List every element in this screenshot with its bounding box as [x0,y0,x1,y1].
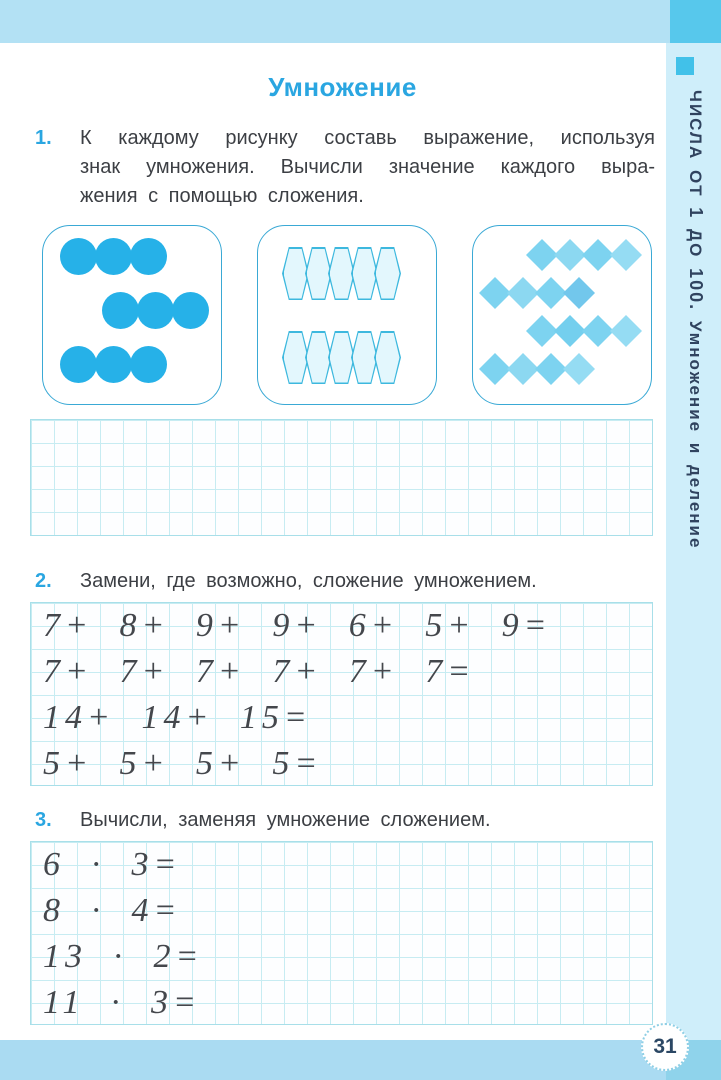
top-strip [0,0,672,43]
diamond-icon [610,315,642,347]
circle-icon [102,292,139,329]
task-2-expression-3: 14+ 14+ 15= [43,699,312,736]
task-2-expression-2: 7+ 7+ 7+ 7+ 7+ 7= [43,653,476,690]
diamond-icon [582,315,614,347]
sidebar-number-1: 1 [686,207,706,220]
circle-icon [130,346,167,383]
picture-box-diamonds [472,225,652,405]
circle-icon [137,292,174,329]
shape-row [473,239,651,271]
diamond-icon [554,239,586,271]
hexagon-icon [374,247,401,300]
circle-icon [172,292,209,329]
task-1-pictures [42,225,652,405]
sidebar-mid: ДО [686,229,705,259]
diamond-icon [535,277,567,309]
task-3-text: Вычисли, заменяя умножение сложением. [80,809,491,831]
task-2-number: 2. [35,570,52,592]
task-1-line-2: знак умножения. Вычисли значение каждого выра- [80,156,655,178]
square-bullet-icon [676,57,694,75]
sidebar-suffix: Умножение и деление [686,320,705,550]
diamond-icon [554,315,586,347]
circle-icon [60,238,97,275]
hexagon-icon [328,331,355,384]
task-1-line-3: жения с помощью сложения. [80,185,364,207]
diamond-icon [507,353,539,385]
shape-row [473,277,651,309]
diamond-icon [526,315,558,347]
page-content [30,62,655,1025]
shape-row [473,315,651,347]
bottom-strip [0,1040,721,1080]
sidebar-prefix: ЧИСЛА ОТ [686,90,705,198]
page-number: 31 [653,1035,677,1058]
shape-row [258,247,436,300]
corner-block [670,0,721,46]
hexagon-icon [282,331,309,384]
sidebar-number-100: 100. [686,268,706,312]
hexagon-icon [351,247,378,300]
task-2-expression-4: 5+ 5+ 5+ 5= [43,745,323,782]
circle-icon [60,346,97,383]
shape-row [258,331,436,384]
task-3-expression-4: 11 · 3= [43,984,201,1021]
task-1-answer-grid [30,419,653,536]
diamond-icon [535,353,567,385]
picture-box-hexagons [257,225,437,405]
picture-box-circles [42,225,222,405]
task-3-expression-2: 8 · 4= [43,892,182,929]
chapter-sidebar-title [685,90,706,549]
task-3-expression-1: 6 · 3= [43,846,182,883]
task-1-header [35,124,655,211]
task-3-expression-3: 13 · 2= [43,938,204,975]
circle-icon [130,238,167,275]
task-2-text: Замени, где возможно, сложение умножением. [80,570,537,592]
hexagon-icon [351,331,378,384]
task-3-grid [30,841,653,1025]
hexagon-icon [374,331,401,384]
shape-row [473,353,651,385]
circle-icon [95,346,132,383]
task-1-number: 1. [35,127,52,149]
diamond-icon [610,239,642,271]
diamond-icon [479,353,511,385]
diamond-icon [563,277,595,309]
circle-icon [95,238,132,275]
task-2-expression-1: 7+ 8+ 9+ 9+ 6+ 5+ 9= [43,607,552,644]
page-title: Умножение [268,72,417,102]
hexagon-icon [305,331,332,384]
task-3-header [35,806,655,835]
task-2-grid [30,602,653,786]
task-1-text [80,124,655,211]
task-1-line-1: К каждому рисунку составь выражение, используя [80,127,655,149]
diamond-icon [582,239,614,271]
task-2-header [35,567,655,596]
diamond-icon [507,277,539,309]
page-number-badge [641,1023,689,1071]
diamond-icon [563,353,595,385]
hexagon-icon [305,247,332,300]
task-3-number: 3. [35,809,52,831]
shape-row [43,346,221,383]
hexagon-icon [328,247,355,300]
hexagon-icon [282,247,309,300]
shape-row [43,238,221,275]
diamond-icon [479,277,511,309]
diamond-icon [526,239,558,271]
shape-row [43,292,221,329]
